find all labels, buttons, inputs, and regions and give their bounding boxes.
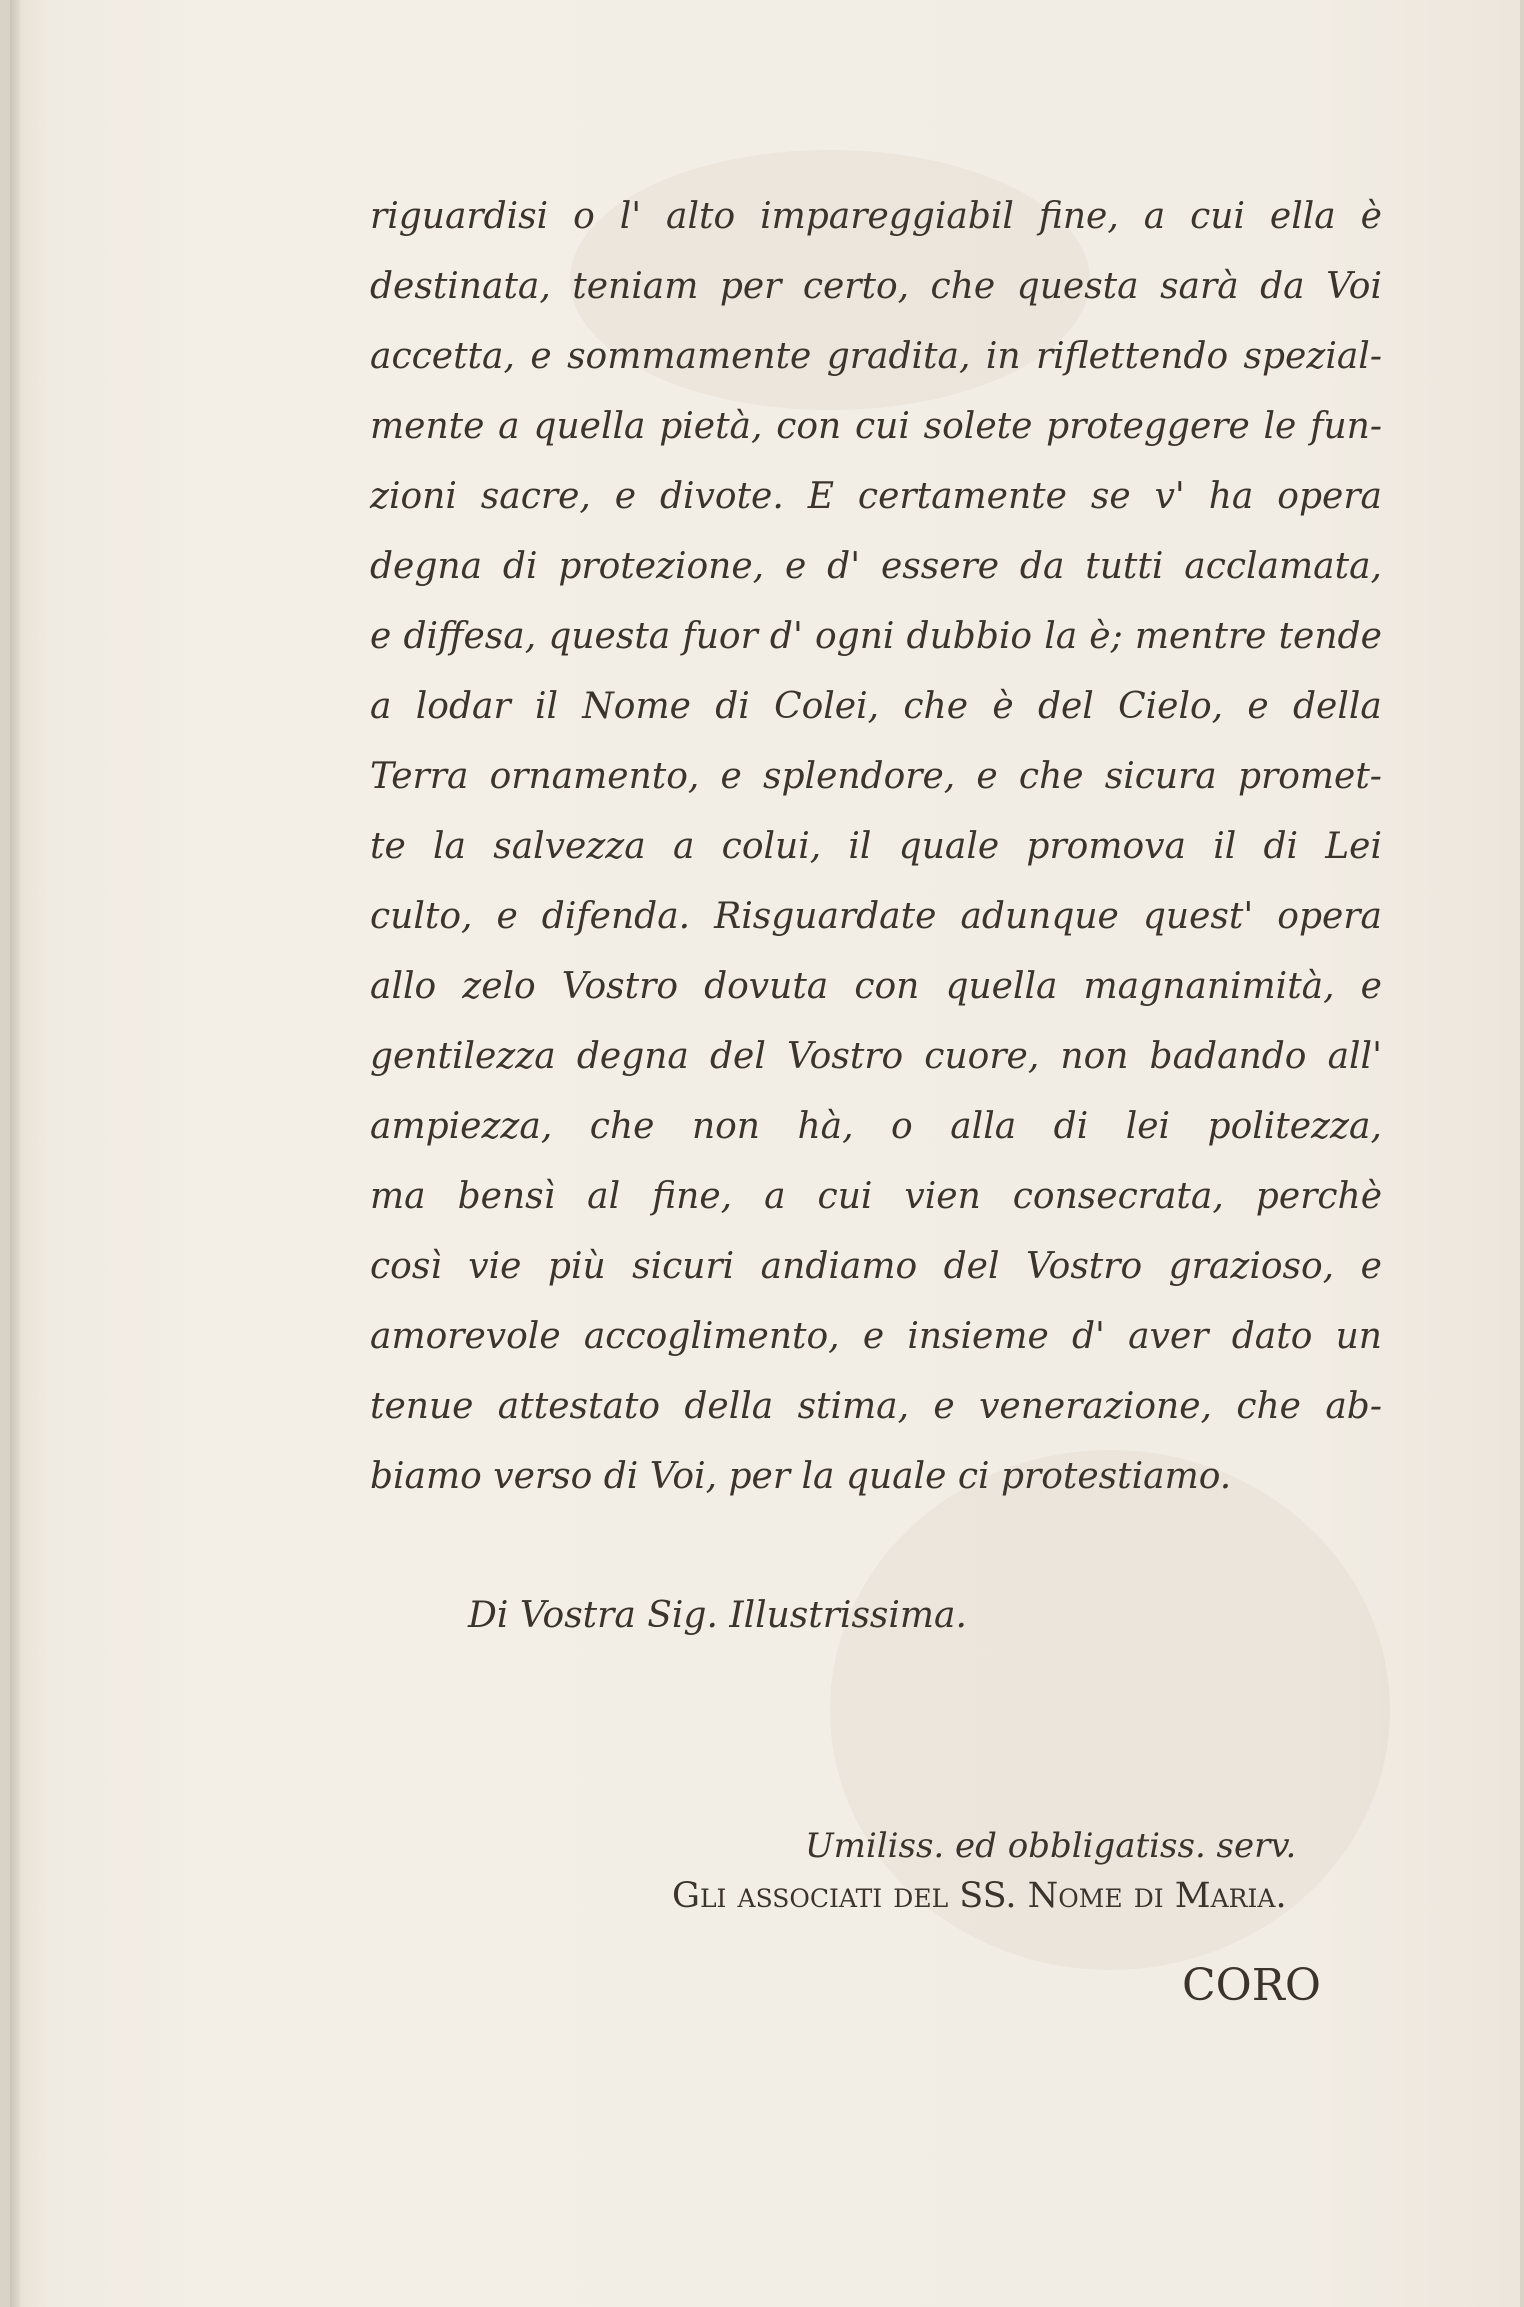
- text-line: [370, 742, 1382, 812]
- page-binding-edge: [10, 0, 20, 2307]
- word: quale: [898, 826, 1000, 867]
- word: zelo: [462, 966, 536, 1007]
- text-line: [370, 532, 1382, 602]
- text-line: [370, 952, 1382, 1022]
- book-page: [10, 0, 1520, 2307]
- word: impareggiabil: [760, 196, 1014, 237]
- word: e: [1360, 966, 1382, 1007]
- closing-salutation: Di Vostra Sig. Illustrissima.: [468, 1595, 967, 1636]
- word: Cielo,: [1118, 686, 1224, 727]
- word: protezione,: [558, 546, 765, 587]
- word: il: [848, 826, 872, 867]
- word: ogni: [815, 616, 895, 657]
- word: lodar: [415, 686, 511, 727]
- word: di: [715, 686, 750, 727]
- word: lei: [1125, 1106, 1171, 1147]
- word: è: [1360, 196, 1382, 237]
- text-line: [370, 1022, 1382, 1092]
- word: questa: [548, 616, 671, 657]
- word: in: [985, 336, 1021, 377]
- word: Vostro: [1025, 1246, 1143, 1287]
- word: è;: [1089, 616, 1123, 657]
- word: sarà: [1160, 266, 1239, 307]
- word: stima,: [797, 1386, 910, 1427]
- word: te: [370, 826, 406, 867]
- text-line: biamo verso di Voi, per la quale ci protestiamo.: [370, 1456, 1232, 1497]
- catchword: CORO: [1182, 1960, 1321, 2011]
- word: Nome: [582, 686, 691, 727]
- word: e: [370, 616, 392, 657]
- word: hà,: [797, 1106, 854, 1147]
- word: dato: [1231, 1316, 1313, 1357]
- word: Vostro: [786, 1036, 904, 1077]
- word: promet-: [1237, 756, 1382, 797]
- word: tenue: [370, 1386, 474, 1427]
- text-line: [370, 1372, 1382, 1442]
- word: d': [769, 616, 803, 657]
- word: più: [547, 1246, 606, 1287]
- word: divote.: [660, 476, 784, 517]
- text-line: [370, 672, 1382, 742]
- word: cuore,: [924, 1036, 1040, 1077]
- word: pietà,: [659, 406, 763, 447]
- text-line: [370, 462, 1382, 532]
- word: adunque: [960, 896, 1119, 937]
- word: cui: [1190, 196, 1245, 237]
- signature-line-2: Gli associati del SS. Nome di Maria.: [672, 1876, 1287, 1916]
- word: diffesa,: [403, 616, 537, 657]
- word: le: [1263, 406, 1297, 447]
- word: venerazione,: [979, 1386, 1212, 1427]
- word: culto,: [370, 896, 473, 937]
- text-line: [370, 252, 1382, 322]
- word: cui: [855, 406, 910, 447]
- word: e: [784, 546, 807, 587]
- word: e: [933, 1386, 955, 1427]
- word: certo,: [802, 266, 910, 307]
- word: e: [1360, 1246, 1382, 1287]
- word: fun-: [1310, 406, 1382, 447]
- word: destinata,: [370, 266, 551, 307]
- word: a: [764, 1176, 786, 1217]
- word: Terra: [370, 756, 469, 797]
- word: il: [1213, 826, 1237, 867]
- word: dubbio: [906, 616, 1033, 657]
- text-line: [370, 1232, 1382, 1302]
- word: riguardisi: [370, 196, 549, 237]
- word: opera: [1277, 476, 1382, 517]
- word: v': [1154, 476, 1185, 517]
- word: vien: [904, 1176, 981, 1217]
- word: quest': [1142, 896, 1254, 937]
- word: d': [827, 546, 861, 587]
- word: così: [370, 1246, 442, 1287]
- word: certamente: [857, 476, 1067, 517]
- text-line: [370, 1162, 1382, 1232]
- word: fine,: [652, 1176, 733, 1217]
- word: all': [1327, 1036, 1382, 1077]
- word: ab-: [1325, 1386, 1382, 1427]
- word: quella: [945, 966, 1058, 1007]
- word: attestato: [497, 1386, 661, 1427]
- word: con: [776, 406, 842, 447]
- word: aver: [1128, 1316, 1209, 1357]
- word: sicuri: [632, 1246, 735, 1287]
- word: ampiezza,: [370, 1106, 553, 1147]
- word: dovuta: [704, 966, 829, 1007]
- word: badando: [1149, 1036, 1307, 1077]
- text-line: [370, 1302, 1382, 1372]
- text-line: [370, 812, 1382, 882]
- word: il: [534, 686, 558, 727]
- word: l': [619, 196, 642, 237]
- word: quella: [533, 406, 646, 447]
- word: consecrata,: [1012, 1176, 1224, 1217]
- word: opera: [1277, 896, 1382, 937]
- word: non: [691, 1106, 760, 1147]
- word: amorevole: [370, 1316, 561, 1357]
- word: a: [672, 826, 695, 867]
- word: se: [1090, 476, 1131, 517]
- word: del: [1037, 686, 1094, 727]
- word: o: [573, 196, 595, 237]
- word: mente: [370, 406, 485, 447]
- word: tende: [1278, 616, 1382, 657]
- word: andiamo: [760, 1246, 918, 1287]
- word: un: [1335, 1316, 1382, 1357]
- word: perchè: [1255, 1176, 1382, 1217]
- word: e: [530, 336, 552, 377]
- word: ella: [1269, 196, 1336, 237]
- word: acclamata,: [1184, 546, 1382, 587]
- word: alto: [666, 196, 736, 237]
- word: Risguardate: [714, 896, 937, 937]
- word: d': [1072, 1316, 1105, 1357]
- text-line: [370, 392, 1382, 462]
- word: splendore,: [763, 756, 956, 797]
- word: e: [862, 1316, 885, 1357]
- text-line: [370, 182, 1382, 252]
- word: degna: [370, 546, 483, 587]
- word: degna: [576, 1036, 689, 1077]
- word: politezza,: [1207, 1106, 1382, 1147]
- word: grazioso,: [1168, 1246, 1335, 1287]
- word: e: [614, 476, 637, 517]
- word: a: [370, 686, 392, 727]
- word: colui,: [721, 826, 822, 867]
- word: Lei: [1325, 826, 1382, 867]
- word: zioni: [370, 476, 457, 517]
- word: che: [1236, 1386, 1301, 1427]
- word: tutti: [1085, 546, 1164, 587]
- word: essere: [880, 546, 1000, 587]
- word: fine,: [1038, 196, 1119, 237]
- word: gentilezza: [370, 1036, 556, 1077]
- word: allo: [370, 966, 437, 1007]
- word: che: [589, 1106, 655, 1147]
- word: vie: [468, 1246, 522, 1287]
- word: ornamento,: [489, 756, 700, 797]
- word: cui: [817, 1176, 873, 1217]
- word: e: [976, 756, 998, 797]
- text-line: [370, 1092, 1382, 1162]
- word: della: [684, 1386, 774, 1427]
- word: che: [930, 266, 996, 307]
- word: sommamente: [567, 336, 812, 377]
- word: riflettendo: [1035, 336, 1229, 377]
- word: proteggere: [1046, 406, 1250, 447]
- word: non: [1060, 1036, 1129, 1077]
- word: e: [1247, 686, 1269, 727]
- word: è: [992, 686, 1014, 727]
- word: e: [496, 896, 518, 937]
- text-line: [370, 322, 1382, 392]
- word: a: [1143, 196, 1166, 237]
- text-line: [370, 602, 1382, 672]
- word: sacre,: [480, 476, 591, 517]
- word: e: [720, 756, 742, 797]
- word: Voi: [1326, 266, 1382, 307]
- word: E: [807, 476, 834, 517]
- word: la: [433, 826, 466, 867]
- word: accetta,: [370, 336, 515, 377]
- word: di: [1053, 1106, 1089, 1147]
- word: teniam: [572, 266, 699, 307]
- word: del: [943, 1246, 1000, 1287]
- word: Colei,: [774, 686, 880, 727]
- word: al: [587, 1176, 621, 1217]
- word: del: [710, 1036, 766, 1077]
- word: bensì: [457, 1176, 556, 1217]
- word: Vostro: [561, 966, 678, 1007]
- word: da: [1260, 266, 1305, 307]
- word: ma: [370, 1176, 426, 1217]
- word: salvezza: [493, 826, 646, 867]
- word: spezial-: [1243, 336, 1382, 377]
- word: alla: [950, 1106, 1017, 1147]
- signature-line-1: Umiliss. ed obbligatiss. serv.: [805, 1826, 1297, 1866]
- text-line: [370, 882, 1382, 952]
- word: sicura: [1104, 756, 1217, 797]
- word: questa: [1016, 266, 1139, 307]
- word: di: [502, 546, 538, 587]
- word: fuor: [682, 616, 758, 657]
- word: da: [1019, 546, 1065, 587]
- word: di: [1263, 826, 1299, 867]
- letter-body: [370, 182, 1382, 1512]
- word: ha: [1208, 476, 1254, 517]
- word: con: [854, 966, 920, 1007]
- word: magnanimità,: [1083, 966, 1335, 1007]
- word: della: [1293, 686, 1382, 727]
- word: mentre: [1134, 616, 1267, 657]
- word: per: [719, 266, 782, 307]
- word: gradita,: [826, 336, 971, 377]
- word: solete: [923, 406, 1033, 447]
- word: a: [498, 406, 520, 447]
- word: difenda.: [541, 896, 691, 937]
- word: o: [891, 1106, 913, 1147]
- word: la: [1044, 616, 1078, 657]
- word: accoglimento,: [583, 1316, 840, 1357]
- word: promova: [1026, 826, 1186, 867]
- word: insieme: [907, 1316, 1049, 1357]
- word: che: [903, 686, 969, 727]
- word: che: [1018, 756, 1084, 797]
